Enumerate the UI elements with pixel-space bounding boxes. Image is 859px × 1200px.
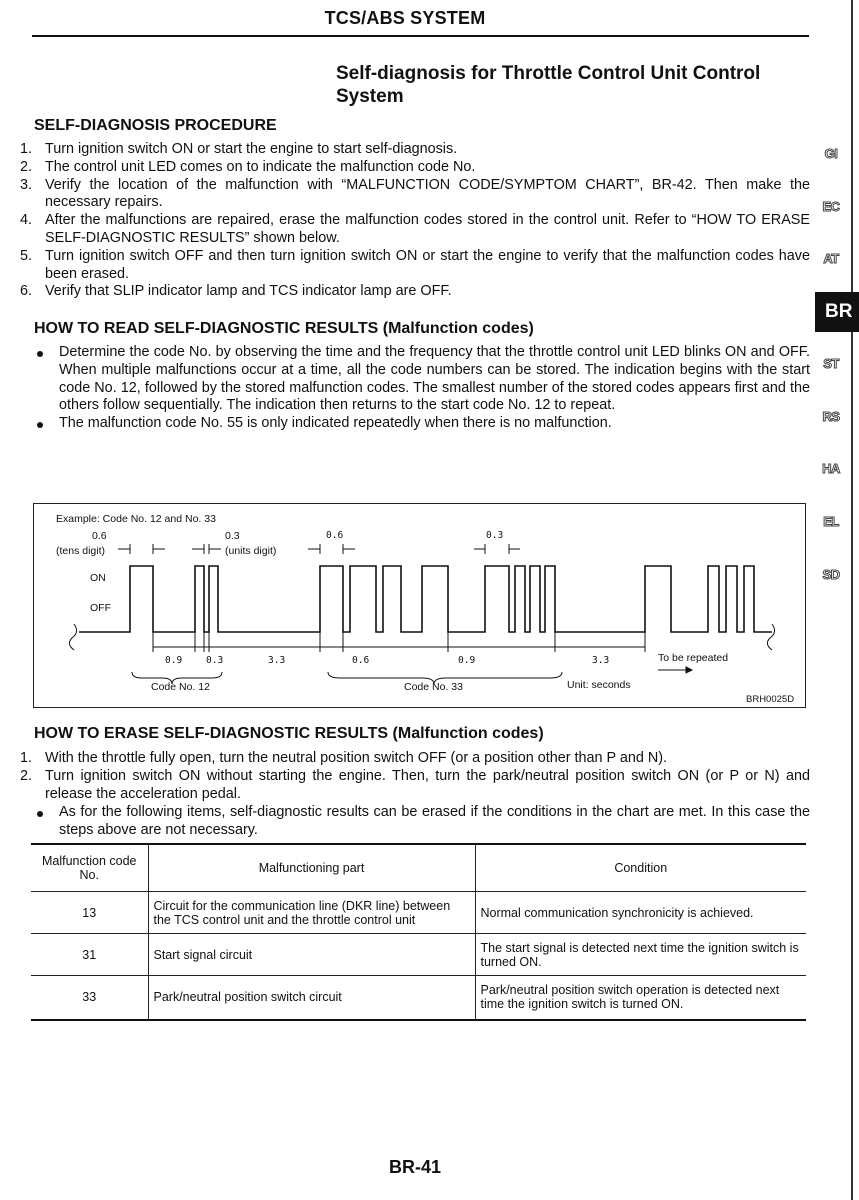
erase-step: 1. With the throttle fully open, turn the neutral position switch OFF (or a position other than P and N). — [20, 750, 668, 766]
procedure-step: 6. Verify that SLIP indicator lamp and TCS indicator lamp are OFF. — [20, 283, 452, 300]
on-level-label: ON — [90, 572, 106, 584]
units-duration-label: 0.3 — [225, 530, 240, 542]
erase-bullets — [34, 804, 810, 840]
code-cell: 33 — [31, 976, 148, 1020]
second-units-duration-label: 0.3 — [486, 530, 504, 541]
erase-conditions-table — [31, 843, 806, 1021]
second-tens-duration-label: 0.6 — [326, 530, 344, 541]
top-dimension-marks — [118, 544, 520, 554]
table-header-row — [31, 844, 806, 892]
code12-label: Code No. 12 — [151, 681, 210, 693]
break-mark-left — [69, 624, 76, 650]
gap-label-33a: 3.3 — [268, 655, 286, 666]
procedure-step: 3. Verify the location of the malfunction with “MALFUNCTION CODE/SYMPTOM CHART”, BR-42. Then make the necessary repairs. — [20, 176, 810, 211]
section-tab-ha[interactable]: HA — [822, 461, 840, 476]
tens-duration-label: 0.6 — [92, 530, 107, 542]
procedure-step: 2. The control unit LED comes on to indicate the malfunction code No. — [20, 158, 476, 175]
read-heading: HOW TO READ SELF-DIAGNOSTIC RESULTS (Malfunction codes) — [34, 320, 534, 337]
condition-cell: Normal communication synchronicity is achieved. — [475, 892, 806, 934]
section-tab-sd[interactable]: SD — [822, 567, 840, 582]
part-cell: Start signal circuit — [148, 934, 475, 976]
break-mark-right — [767, 624, 774, 650]
figure-reference: BRH0025D — [746, 694, 795, 705]
units-digit-label: (units digit) — [225, 545, 277, 557]
column-header: Malfunctioning part — [148, 844, 475, 892]
gap-label-09a: 0.9 — [165, 655, 183, 666]
section-tab-rs[interactable]: RS — [822, 409, 840, 424]
section-tab-br-active[interactable]: BR — [815, 292, 859, 332]
section-tab-gi[interactable]: GI — [824, 146, 838, 161]
procedure-heading: SELF-DIAGNOSIS PROCEDURE — [34, 117, 277, 134]
condition-cell: Park/neutral position switch operation is detected next time the ignition switch is turned ON. — [475, 976, 806, 1020]
code-cell: 13 — [31, 892, 148, 934]
part-cell: Circuit for the communication line (DKR line) between the TCS control unit and the throttle control unit — [148, 892, 475, 934]
gap-label-06: 0.6 — [352, 655, 370, 666]
section-title: Self-diagnosis for Throttle Control Unit Control System — [336, 63, 761, 107]
erase-step: 2. Turn ignition switch ON without starting the engine. Then, turn the park/neutral position switch ON (or P or N) and release the acceleration pedal. — [20, 767, 810, 802]
unit-label: Unit: seconds — [567, 679, 631, 691]
erase-steps — [20, 750, 810, 803]
gap-label-33b: 3.3 — [592, 655, 610, 666]
table-row — [31, 934, 806, 976]
section-tab-at[interactable]: AT — [823, 251, 839, 266]
section-tab-ec[interactable]: EC — [822, 199, 840, 214]
part-cell: Park/neutral position switch circuit — [148, 976, 475, 1020]
procedure-step: 1. Turn ignition switch ON or start the engine to start self-diagnosis. — [20, 141, 458, 157]
column-header: Malfunction code No. — [31, 844, 148, 892]
section-tab-st[interactable]: ST — [823, 356, 839, 371]
page-header-title: TCS/ABS SYSTEM — [324, 8, 486, 28]
condition-cell: The start signal is detected next time the ignition switch is turned ON. — [475, 934, 806, 976]
procedure-steps — [20, 141, 810, 301]
procedure-step: 5. Turn ignition switch OFF and then turn ignition switch ON or start the engine to verify that the malfunction codes have been erased. — [20, 247, 810, 282]
blink-waveform — [34, 504, 805, 707]
column-header: Condition — [475, 844, 806, 892]
page-number: BR-41 — [388, 1157, 441, 1177]
table-row — [31, 976, 806, 1020]
table-row — [31, 892, 806, 934]
repeat-label: To be repeated — [658, 652, 729, 664]
gap-label-09b: 0.9 — [458, 655, 476, 666]
procedure-step: 4. After the malfunctions are repaired, erase the malfunction codes stored in the control unit. Refer to “HOW TO ERASE SELF-DIAGNOSTIC RESULTS” shown below. — [20, 212, 810, 246]
tens-digit-label: (tens digit) — [56, 545, 106, 557]
code33-label: Code No. 33 — [404, 681, 463, 693]
blink-timing-diagram — [33, 503, 806, 708]
led-blink-trace — [79, 566, 772, 632]
read-bullet: The malfunction code No. 55 is only indicated repeatedly when there is no malfunction. — [34, 415, 810, 433]
diagram-example-label: Example: Code No. 12 and No. 33 — [56, 513, 216, 525]
erase-heading: HOW TO ERASE SELF-DIAGNOSTIC RESULTS (Malfunction codes) — [34, 725, 544, 742]
off-level-label: OFF — [90, 602, 111, 614]
read-bullets — [34, 344, 810, 433]
code-cell: 31 — [31, 934, 148, 976]
page-edge-rule — [851, 0, 853, 1200]
section-tab-el[interactable]: EL — [823, 514, 839, 529]
read-bullet: Determine the code No. by observing the time and the frequency that the throttle control unit LED blinks ON and OFF. When multiple malfunctions occur at a time, all the code numbers can be stored. The indication begins with the start code No. 12, followed by the stored malfunction codes. The smallest number of the stored codes appears first and the others follow sequentially. The indication then returns to the start code No. 12 to repeat. — [34, 344, 810, 415]
header-rule — [32, 35, 809, 37]
gap-label-03: 0.3 — [206, 655, 224, 666]
erase-bullet: As for the following items, self-diagnostic results can be erased if the conditions in the chart are met. In this case the steps above are not necessary. — [34, 804, 810, 840]
